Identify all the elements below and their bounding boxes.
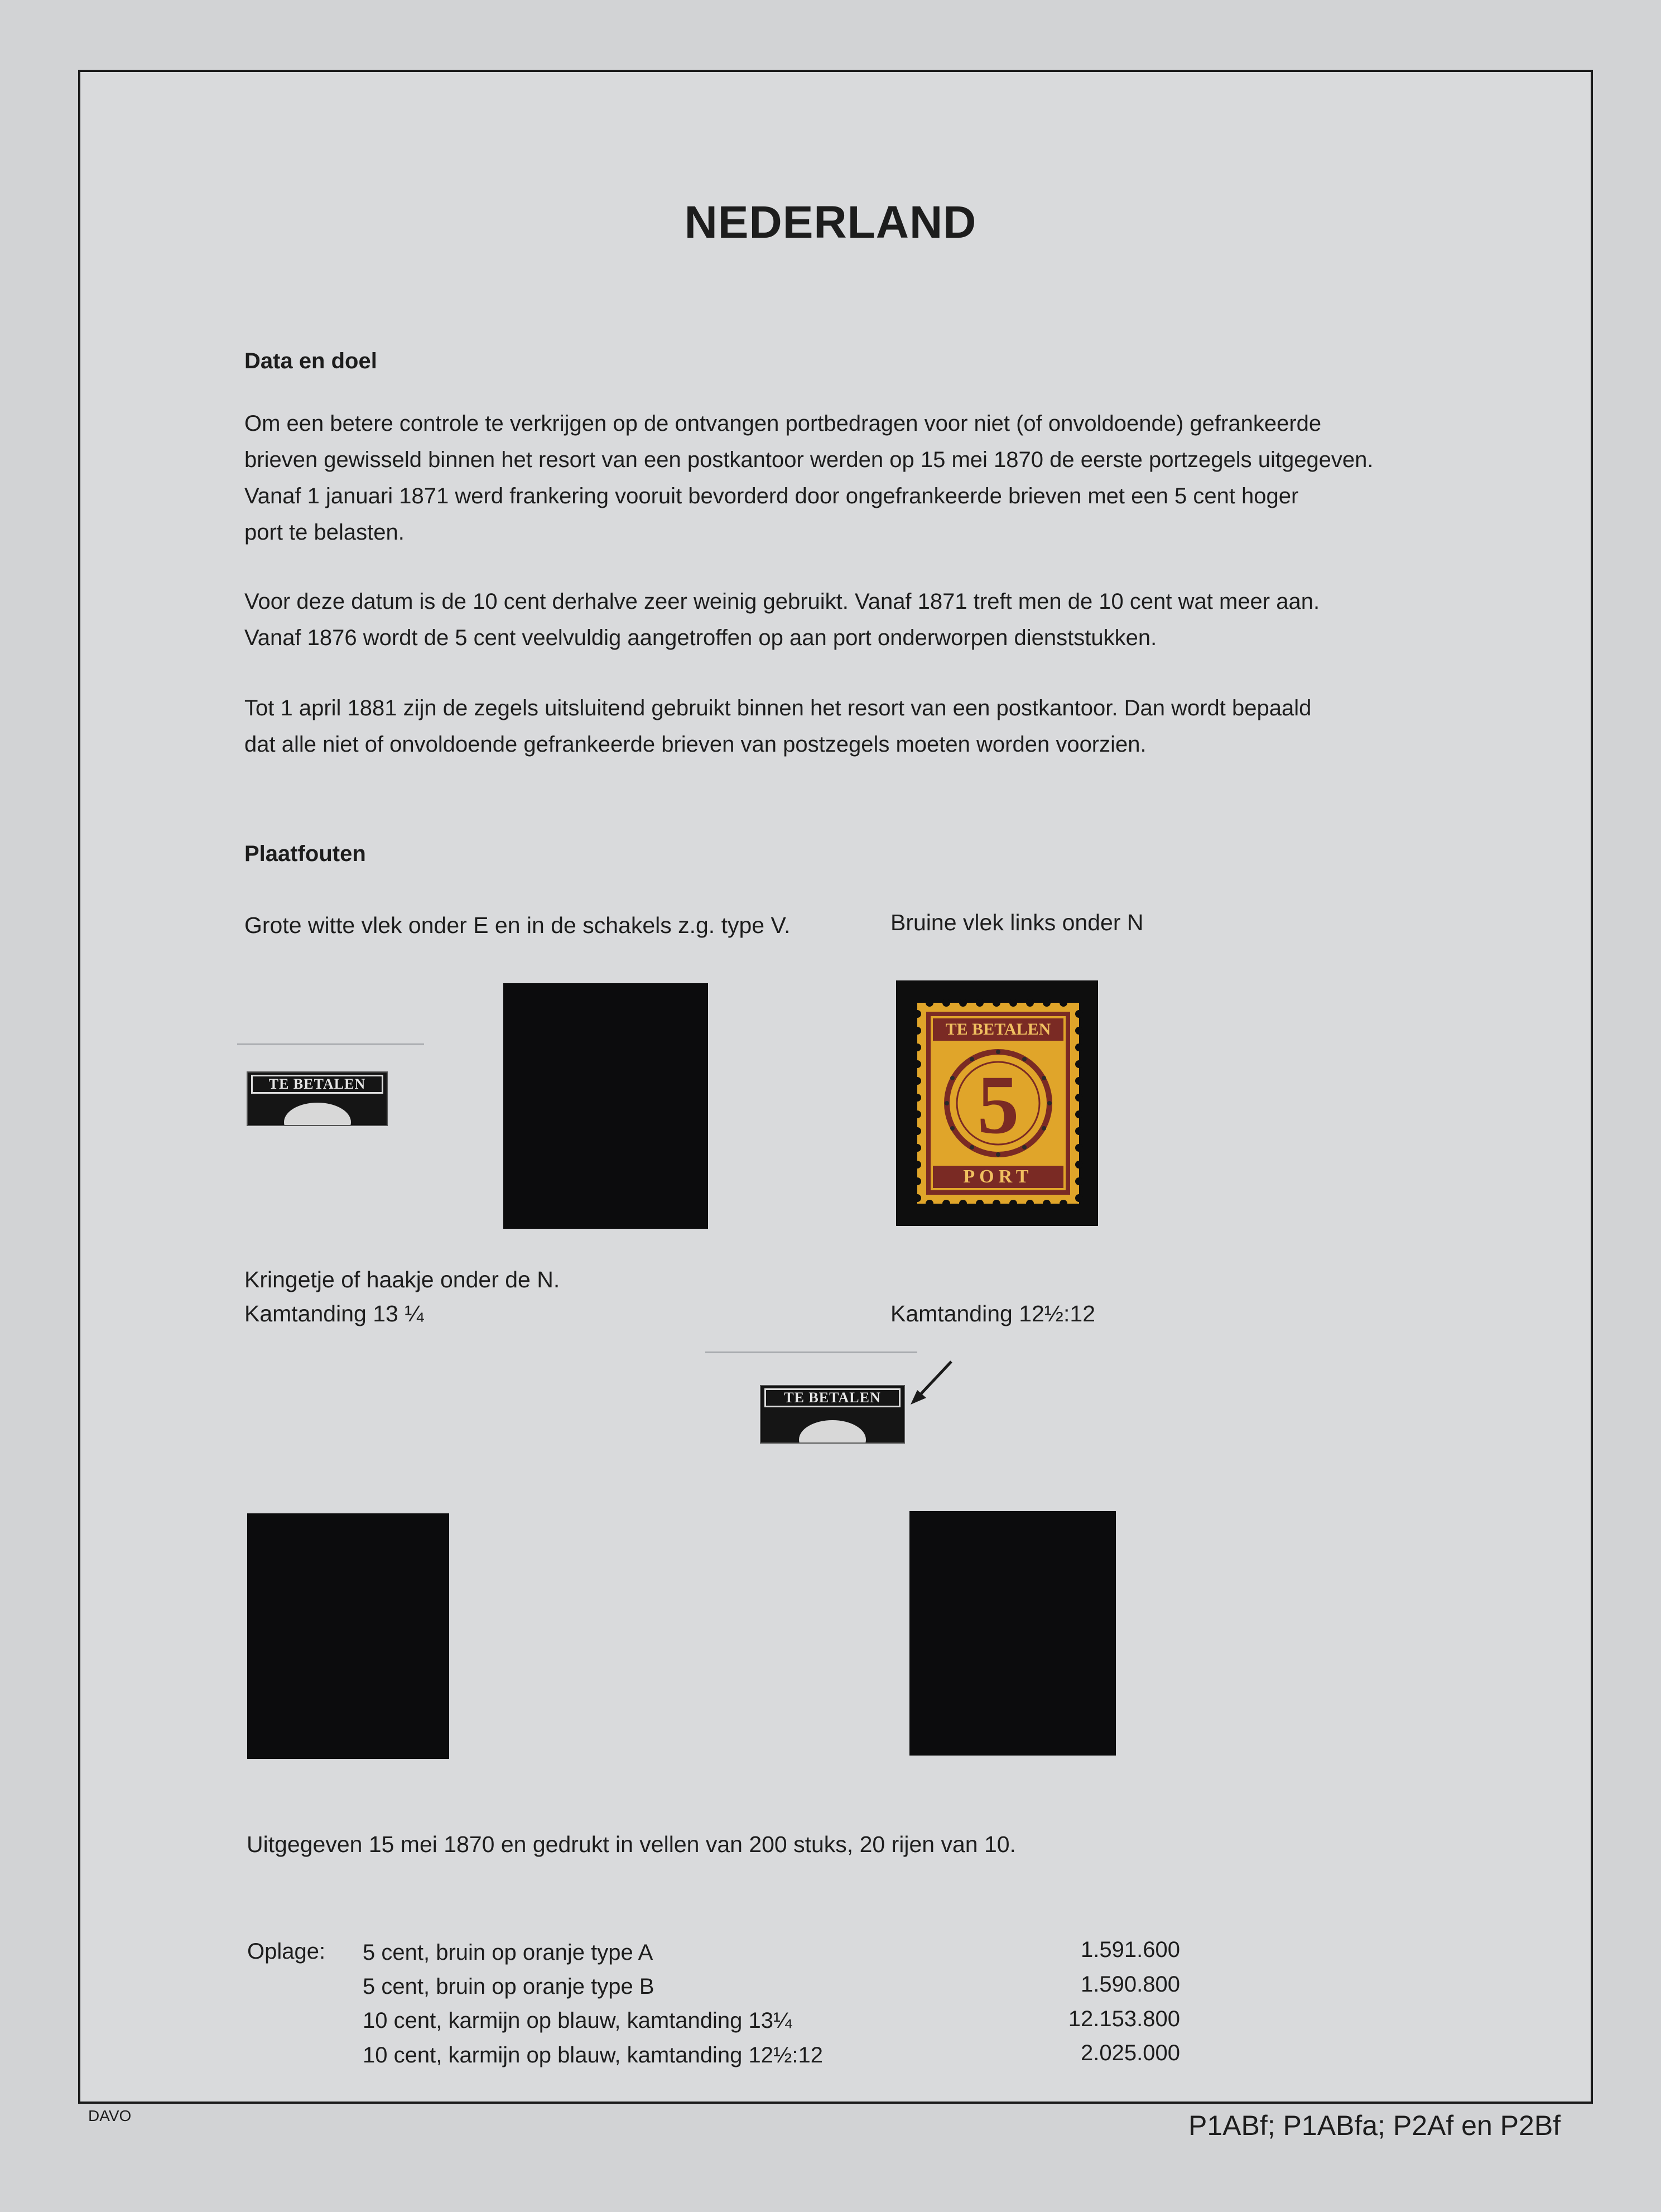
fragment-text: TE BETALEN: [251, 1075, 383, 1094]
footer-brand: DAVO: [88, 2107, 132, 2124]
oplage-desc: 10 cent, karmijn op blauw, kamtanding 13¼: [363, 2008, 792, 2033]
paragraph-line: Vanaf 1876 wordt de 5 cent veelvuldig aangetroffen op aan port onderworpen dienststukken.: [244, 626, 1157, 650]
paragraph-line: port te belasten.: [244, 520, 405, 545]
section-heading-plaatfouten: Plaatfouten: [244, 841, 366, 866]
paragraph-line: brieven gewisseld binnen het resort van een postkantoor werden op 15 mei 1870 de eerste portzegels uitgegeven.: [244, 448, 1374, 472]
stamp-bottom-text: PORT: [963, 1166, 1033, 1187]
stamp-mount-empty-1: [503, 983, 708, 1229]
oplage-qty: 1.590.800: [1081, 1972, 1180, 1997]
label-grote-witte-vlek: Grote witte vlek onder E en in de schakels z.g. type V.: [244, 912, 791, 938]
fragment-arch-detail: [284, 1103, 351, 1126]
fragment-text: TE BETALEN: [764, 1388, 901, 1407]
paragraph-line: Vanaf 1 januari 1871 werd frankering vooruit bevorderd door ongefrankeerde brieven met een 5 cent hoger: [244, 484, 1299, 508]
label-bruine-vlek: Bruine vlek links onder N: [890, 910, 1144, 935]
oplage-qty: 1.591.600: [1081, 1937, 1180, 1962]
section-heading-data-en-doel: Data en doel: [244, 349, 377, 373]
postage-due-stamp-5-cent: [896, 980, 1098, 1226]
stamp-mount-empty-2: [247, 1513, 449, 1759]
label-kamtanding-12: Kamtanding 12½:12: [890, 1301, 1095, 1326]
oplage-qty: 12.153.800: [1068, 2007, 1180, 2031]
fragment-guide-line-2: [705, 1352, 917, 1353]
fragment-guide-line: [237, 1044, 424, 1045]
paragraph-3: [244, 690, 1311, 763]
label-kringetje: Kringetje of haakje onder de N.: [244, 1267, 560, 1292]
page-title: NEDERLAND: [684, 197, 977, 248]
stamp-top-text: TE BETALEN: [945, 1020, 1051, 1038]
paragraph-line: Tot 1 april 1881 zijn de zegels uitsluitend gebruikt binnen het resort van een postkantoor. Dan wordt bepaald: [244, 696, 1312, 720]
footer-catalog-numbers: P1ABf; P1ABfa; P2Af en P2Bf: [1188, 2110, 1561, 2141]
paragraph-line: Om een betere controle te verkrijgen op de ontvangen portbedragen voor niet (of onvoldoende) gefrankeerde: [244, 411, 1322, 436]
oplage-label: Oplage:: [247, 1939, 326, 1964]
oplage-desc: 5 cent, bruin op oranje type A: [363, 1940, 653, 1965]
paragraph-2: [244, 584, 1320, 656]
plate-flaw-fragment-2: [760, 1385, 905, 1444]
stamp-value: 5: [977, 1059, 1019, 1151]
fragment-arch-detail: [799, 1420, 866, 1444]
paragraph-line: Voor deze datum is de 10 cent derhalve zeer weinig gebruikt. Vanaf 1871 treft men de 10 cent wat meer aan.: [244, 589, 1320, 614]
issued-text: Uitgegeven 15 mei 1870 en gedrukt in vellen van 200 stuks, 20 rijen van 10.: [247, 1831, 1016, 1857]
plate-flaw-fragment-1: [247, 1071, 388, 1126]
oplage-desc: 10 cent, karmijn op blauw, kamtanding 12½:12: [363, 2043, 823, 2067]
label-kamtanding-13: Kamtanding 13 ¼: [244, 1301, 424, 1326]
paragraph-line: dat alle niet of onvoldoende gefrankeerde brieven van postzegels moeten worden voorzien.: [244, 732, 1147, 757]
arrow-icon: [909, 1359, 954, 1406]
oplage-qty: 2.025.000: [1081, 2041, 1180, 2065]
oplage-desc: 5 cent, bruin op oranje type B: [363, 1974, 654, 1999]
paragraph-1: [244, 406, 1374, 551]
stamp-mount-empty-3: [909, 1511, 1116, 1756]
